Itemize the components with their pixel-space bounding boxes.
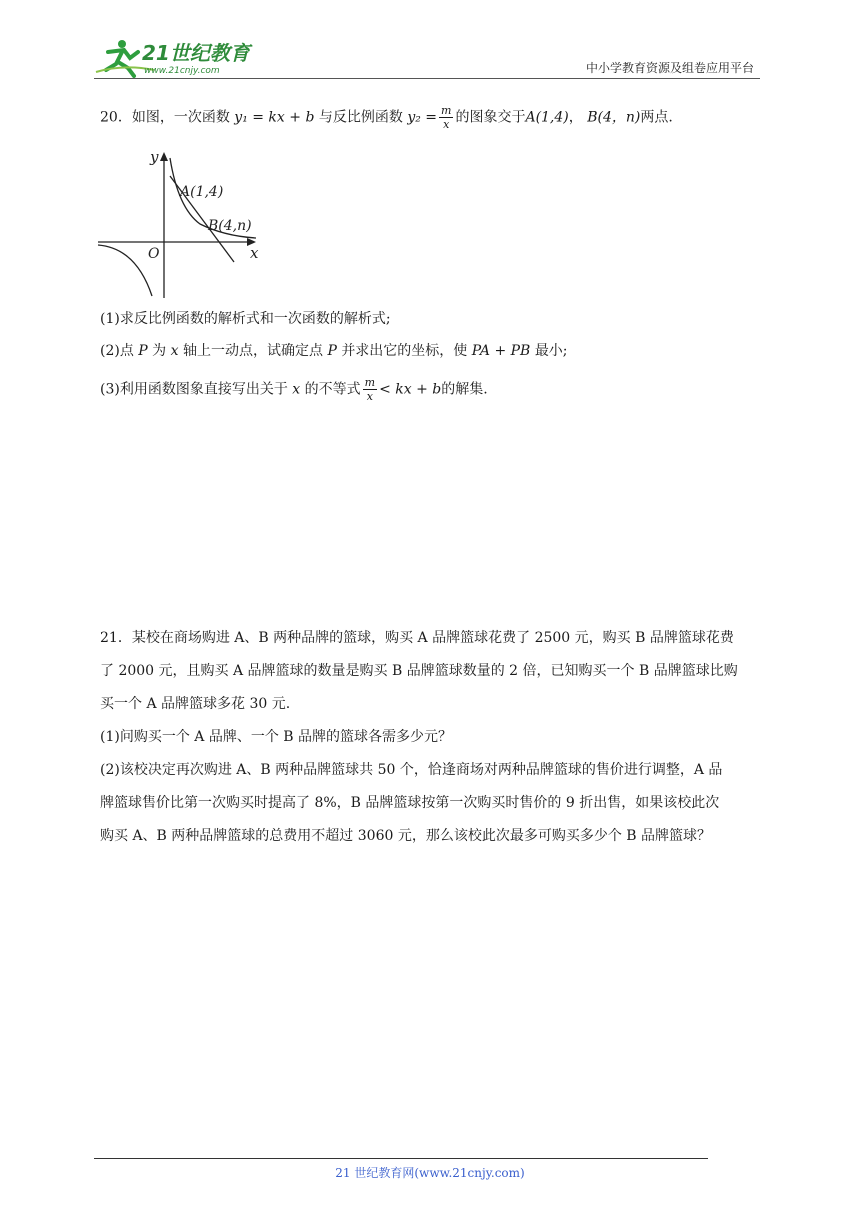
- variable-x: x: [292, 381, 301, 398]
- site-logo: [94, 38, 264, 78]
- inverse-function: y₂ =: [407, 109, 438, 126]
- y-axis-arrow-icon: [160, 152, 168, 161]
- part-text: 轴上一动点，试确定点: [182, 343, 323, 359]
- question-21: [100, 622, 760, 853]
- question-21-part-2-line: 购买 A、B 两种品牌篮球的总费用不超过 3060 元，那么该校此次最多可购买多少个 B 品牌篮球？: [100, 828, 712, 844]
- part-text: (3)利用函数图象直接写出关于: [100, 381, 288, 398]
- fraction-numerator: m: [364, 376, 376, 389]
- point-a: A(1,4): [525, 109, 569, 126]
- fraction-denominator: x: [443, 118, 450, 131]
- point-b-label: B(4,n): [208, 218, 252, 234]
- hyperbola-third-quadrant: [98, 245, 152, 296]
- variable-x: x: [170, 343, 179, 359]
- question-number: 20．: [100, 109, 132, 126]
- point-p: P: [327, 343, 337, 359]
- point-a-label: A(1,4): [180, 184, 224, 200]
- question-20-part-1: (1)求反比例函数的解析式和一次函数的解析式;: [100, 311, 391, 327]
- stem-text: 的图象交于: [455, 109, 526, 126]
- question-21-line: 21．某校在商场购进 A、B 两种品牌的篮球，购买 A 品牌篮球花费了 2500 元，购买 B 品牌篮球花费: [100, 630, 734, 646]
- part-text: 并求出它的坐标，使: [341, 343, 468, 359]
- stem-text: 两点.: [640, 109, 673, 126]
- header-divider: [94, 78, 760, 79]
- y-axis-label: y: [150, 148, 159, 166]
- question-20: [100, 104, 760, 131]
- function-graph: [96, 148, 266, 300]
- part-text: 的解集.: [441, 381, 488, 398]
- point-p: P: [138, 343, 148, 359]
- footer-divider: [94, 1158, 708, 1159]
- part-text: (2)点: [100, 343, 134, 359]
- stem-text: 与反比例函数: [318, 109, 403, 126]
- question-21-line: 了 2000 元，且购买 A 品牌篮球的数量是购买 B 品牌篮球数量的 2 倍，已知购买一个 B 品牌篮球比购: [100, 663, 738, 679]
- inequality-rhs: < kx + b: [379, 381, 442, 398]
- fraction-denominator: x: [366, 390, 373, 403]
- svg-text:21世纪教育: 21世纪教育: [142, 41, 250, 65]
- sum-expression: PA + PB: [471, 343, 531, 359]
- svg-text:www.21cnjy.com: www.21cnjy.com: [144, 66, 220, 76]
- runner-logo-icon: [94, 38, 264, 78]
- part-text: 最小;: [534, 343, 568, 359]
- question-20-part-3: [100, 376, 488, 403]
- origin-label: O: [148, 246, 160, 262]
- question-21-part-1: (1)问购买一个 A 品牌、一个 B 品牌的篮球各需多少元？: [100, 729, 453, 745]
- x-axis-label: x: [250, 244, 259, 262]
- fraction-m-over-x: [439, 104, 453, 131]
- linear-function: y₁ = kx + b: [234, 109, 315, 126]
- question-20-stem: [100, 104, 760, 131]
- platform-name: 中小学教育资源及组卷应用平台: [585, 61, 754, 75]
- part-text: 为: [152, 343, 167, 359]
- stem-text: ，: [568, 109, 583, 126]
- stem-text: 如图，一次函数: [131, 109, 230, 126]
- question-21-line: 买一个 A 品牌篮球多花 30 元.: [100, 696, 291, 712]
- point-b: B(4，n): [587, 109, 641, 126]
- part-text: 的不等式: [304, 381, 361, 398]
- fraction-m-over-x: [363, 376, 377, 403]
- question-21-part-2-line: 牌篮球售价比第一次购买时提高了 8%，B 品牌篮球按第一次购买时售价的 9 折出售，如果该校此次: [100, 795, 720, 811]
- question-20-part-2: [100, 340, 568, 362]
- question-21-part-2-line: (2)该校决定再次购进 A、B 两种品牌篮球共 50 个，恰逢商场对两种品牌篮球的售价进行调整，A 品: [100, 762, 723, 778]
- footer-link[interactable]: 21 世纪教育网(www.21cnjy.com): [335, 1166, 525, 1180]
- fraction-numerator: m: [441, 104, 452, 117]
